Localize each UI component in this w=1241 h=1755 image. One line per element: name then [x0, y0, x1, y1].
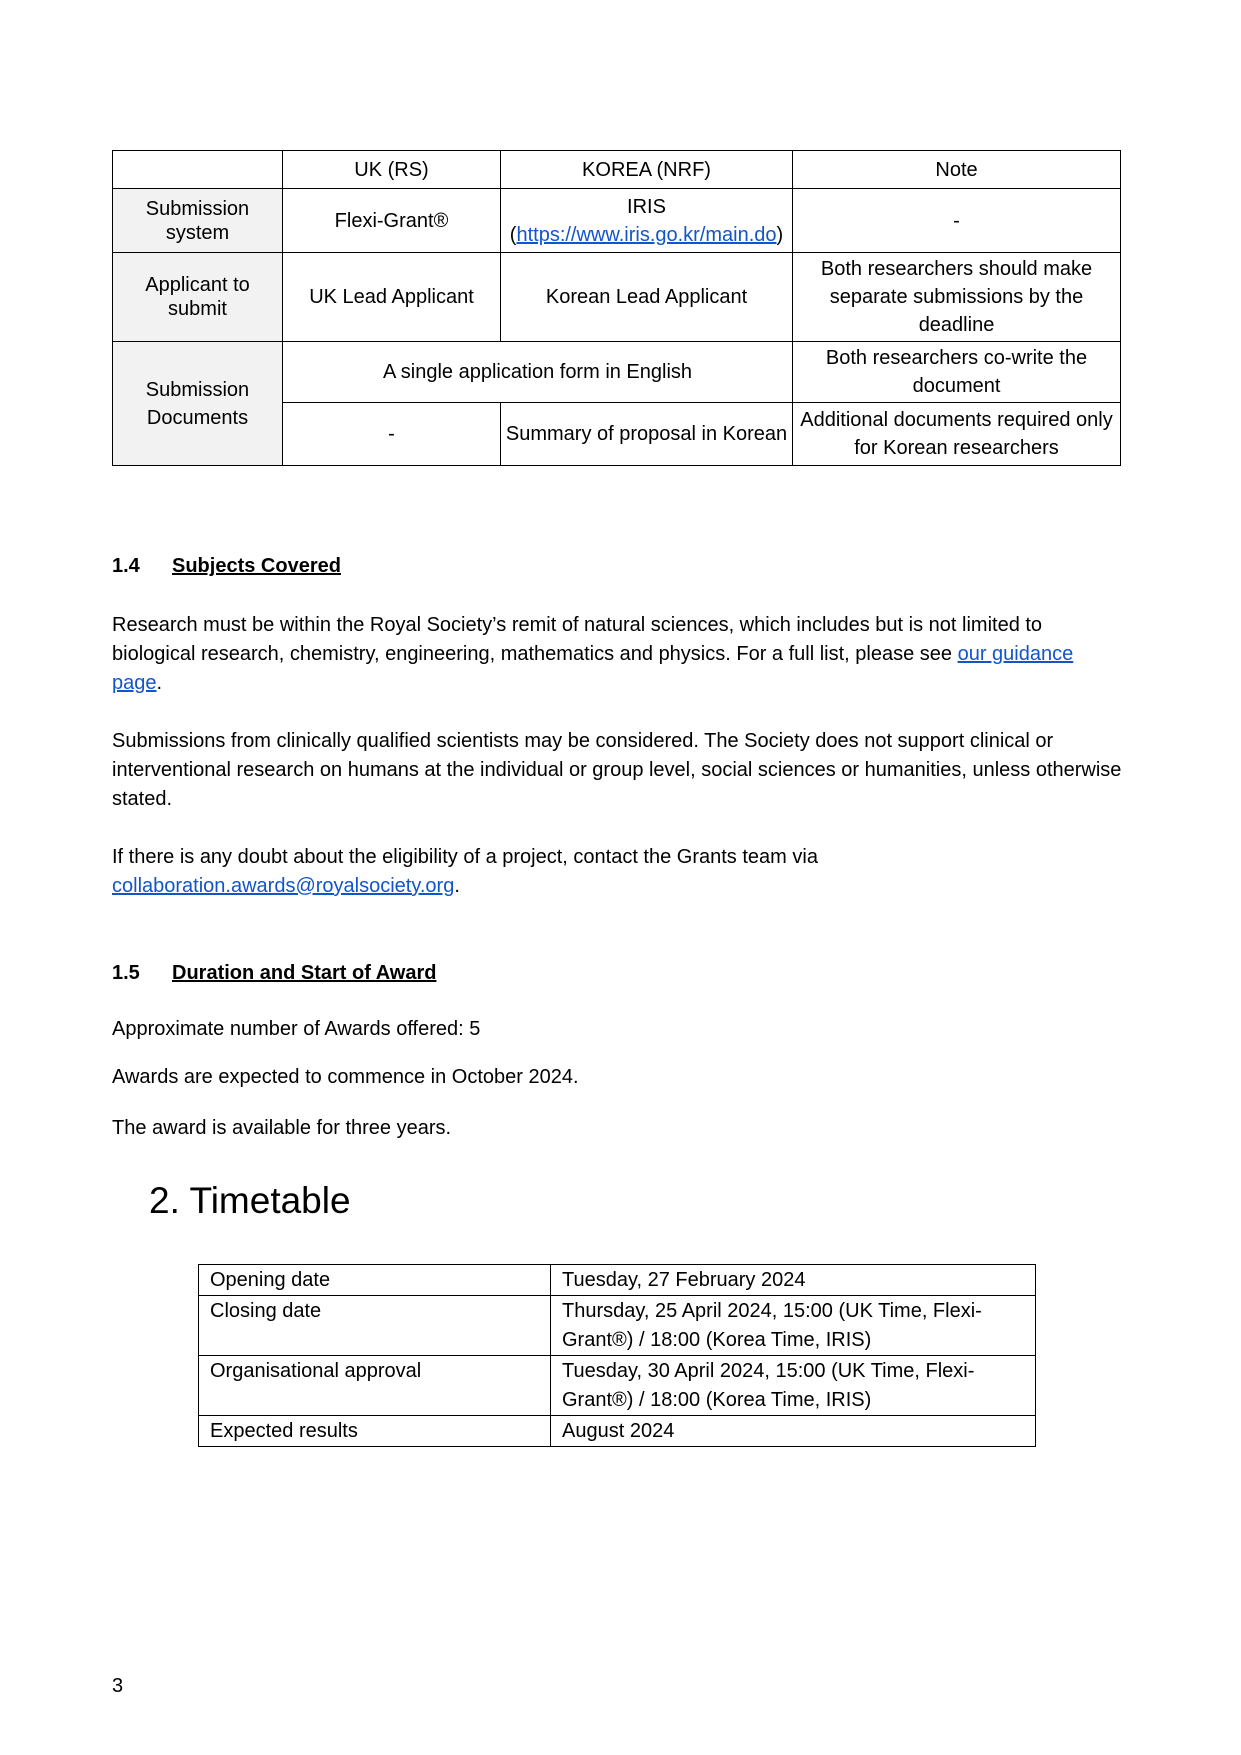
- timetable-label: Expected results: [199, 1416, 551, 1447]
- paren-close: ): [776, 223, 784, 246]
- korea-system-link-line: [501, 221, 792, 249]
- table-row-submission-system: [113, 189, 1121, 253]
- submission-table: [112, 150, 1121, 466]
- awards-offered-text: Approximate number of Awards offered: 5: [112, 1018, 481, 1040]
- section-number: 1.4: [112, 555, 140, 577]
- header-korea: KOREA (NRF): [501, 151, 793, 189]
- section-1-4-heading: [112, 555, 341, 578]
- iris-link[interactable]: https://www.iris.go.kr/main.do: [516, 223, 777, 246]
- duration-text: The award is available for three years.: [112, 1117, 452, 1139]
- section-title: Duration and Start of Award: [172, 962, 437, 984]
- row-label-submission-system: Submission system: [113, 189, 283, 253]
- row-label-documents: Submission Documents: [113, 342, 283, 466]
- uk-document: -: [283, 403, 501, 466]
- commence-text: Awards are expected to commence in October 2024.: [112, 1066, 579, 1088]
- uk-submission-system: Flexi-Grant®: [283, 189, 501, 253]
- table-row-documents-joint: [113, 342, 1121, 403]
- table-row: [199, 1356, 1036, 1416]
- timetable-label: Closing date: [199, 1296, 551, 1356]
- table-row: [199, 1416, 1036, 1447]
- paragraph-end: .: [454, 875, 460, 897]
- note-korea-document: Additional documents required only for Korean researchers: [793, 403, 1121, 466]
- korea-system-name: IRIS: [627, 195, 666, 218]
- email-link[interactable]: collaboration.awards@royalsociety.org: [112, 875, 455, 897]
- note-submission-system: -: [793, 189, 1121, 253]
- subjects-paragraph-2: Submissions from clinically qualified scientists may be considered. The Society does not support clinical or interventional research on humans at the individual or group level, social sciences or humanities, unless otherwise stated.: [112, 730, 1122, 810]
- note-joint-document: Both researchers co-write the document: [793, 342, 1121, 403]
- row-label-applicant: Applicant to submit: [113, 253, 283, 342]
- header-uk: UK (RS): [283, 151, 501, 189]
- timetable-heading: 2. Timetable: [149, 1180, 351, 1221]
- table-row-applicant: [113, 253, 1121, 342]
- header-note: Note: [793, 151, 1121, 189]
- korea-document: Summary of proposal in Korean: [501, 403, 793, 466]
- section-number: 1.5: [112, 962, 140, 984]
- subjects-paragraph-1: [112, 611, 1122, 698]
- section-title: Subjects Covered: [172, 555, 341, 577]
- paragraph-text: If there is any doubt about the eligibility of a project, contact the Grants team via: [112, 846, 818, 868]
- page-number: 3: [112, 1675, 124, 1697]
- korea-applicant: Korean Lead Applicant: [501, 253, 793, 342]
- paragraph-text: Research must be within the Royal Society’s remit of natural sciences, which includes but is not limited to biological research, chemistry, engineering, mathematics and physics. For a full list, please see: [112, 614, 1043, 665]
- korea-submission-system: [501, 189, 793, 253]
- table-header-row: [113, 151, 1121, 189]
- section-1-5-heading: [112, 962, 436, 985]
- paragraph-end: .: [156, 672, 163, 694]
- timetable-value: August 2024: [551, 1416, 1036, 1447]
- subjects-paragraph-3: [112, 843, 1122, 901]
- timetable-label: Organisational approval: [199, 1356, 551, 1416]
- guidance-page-link[interactable]: our guidance page: [112, 643, 1074, 694]
- timetable-label: Opening date: [199, 1265, 551, 1296]
- table-row: [199, 1265, 1036, 1296]
- uk-applicant: UK Lead Applicant: [283, 253, 501, 342]
- table-row: [199, 1296, 1036, 1356]
- note-applicant: Both researchers should make separate submissions by the deadline: [793, 253, 1121, 342]
- timetable-value: Tuesday, 27 February 2024: [551, 1265, 1036, 1296]
- timetable-value: Tuesday, 30 April 2024, 15:00 (UK Time, Flexi-Grant®) / 18:00 (Korea Time, IRIS): [551, 1356, 1036, 1416]
- timetable-table: [198, 1264, 1036, 1447]
- header-empty-cell: [113, 151, 283, 189]
- paren-open: (: [509, 223, 517, 246]
- timetable-value: Thursday, 25 April 2024, 15:00 (UK Time, Flexi-Grant®) / 18:00 (Korea Time, IRIS): [551, 1296, 1036, 1356]
- joint-document: A single application form in English: [283, 342, 793, 403]
